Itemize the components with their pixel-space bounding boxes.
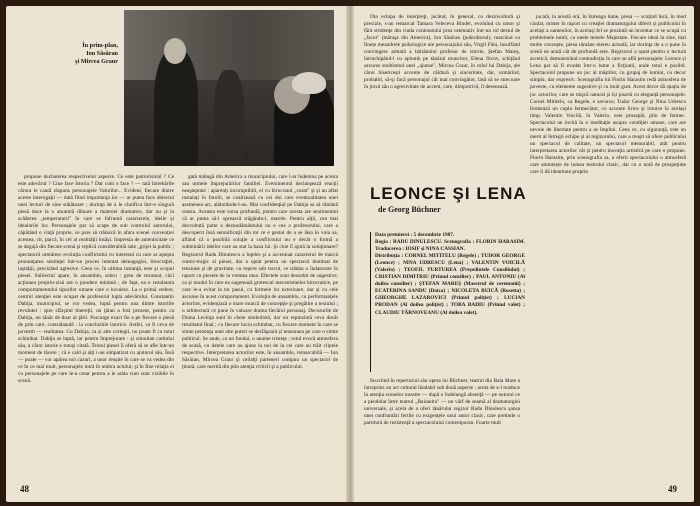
premiere-line: Data premierei : 5 decembrie 1987. (375, 232, 455, 238)
right-page (354, 6, 694, 502)
gutter (346, 6, 354, 502)
review-title: LEONCE ŞI LENA (370, 184, 527, 203)
right-column-1-top: Din echipa de interpreţi, jucând, în general, cu dezinvoltură şi precizie, s-au remarcat Tamara Veleceva Binder, evoluînd cu umor şi fără stridenţe din ciuda contrastului prea ostentativ într-un rol destul de „facut" (mătuşa din America), Ion Săsăran (judecătorul), marcând cu finețe meandrele psihologice ale personajului său, Virgil Fătu, insuflând convingere armată a bătrânului profesor de istorie, Ştefan Mareş, întruchipând-l cu aplomb pe tânărul muncitor, Elena Jitcov, schiţând savuros snobismul unei „ajunse", Mircea Graur, în rolul lui Dabija, ale cărui bisericești accente de căldură şi sinceritate, dar, urmărind, probabil, să-şi facă personajul cât mai convingător, lasă să se strecoare în jocul său o agresivitate de accent, care, dimpotrivă, îl desenează. (364, 14, 520, 91)
stage-photo (124, 10, 334, 166)
left-page (6, 6, 346, 502)
page-number-left: 48 (20, 484, 29, 494)
right-column-1-bottom: Înscriind în repertoriul său opera lui Büchner, teatrul din Baia Mare a întreprins un act cultural lăudabil sub două aspecte : acela de a-l readuce în atenţia scenelor noastre — după o îndelungă absenţă — pe autorul ce a pendulat între teatrul „Baiundra" — un vârf de seamă al dramaturgiei universale, şi acela de a oferi tânărului regizor Radu Dinulescu şansa unei confruntări fertile cu exigenţele unui autor clasic, care pretinde o partitură de rezistenţă a spectacolului contemporan. Foarte mult (364, 378, 520, 427)
review-author: de Georg Büchner (378, 205, 441, 214)
cast-line: Distribuţia : CORNEL MITITELU (Regele) ; TUDOR GEORGE (Leonce) ; NINA UDRESCU (Lena) ; VALENTIN VOICILĂ (Valerio) ; TEOFIL TURTUREA (Preşedintele Consiliului) ; CRISTIAN DIMITRIU (Primul consilier) ; PAUL ANTONIU (Al doilea consilier) ; ŞTEFAN MAREŞ (Maestrul de ceremonii) ; ECATERINA SANDU (Doica) ; NICOLETA BUICĂ (Rosetta) ; GHEORGHE LAZAROVICI (Primul poliţist) ; LUCIAN PRODAN (Al doilea poliţist) ; TOBA BADIU (Primul valet) ; CLAUDIU TÂRNOVEANU (Al doilea valet). (375, 253, 525, 316)
page-number-right: 49 (668, 484, 677, 494)
photo-caption: În prim-plan, Ion Săsăran şi Mircea Graur (75, 42, 118, 65)
direction-line: Regia : RADU DINULESCU. Scenografia : FLORIN HARASIM. Traducerea : IOSIF şi NINA CASSIAN. (375, 239, 525, 253)
left-column-2: gată mâingă din America a municipiului, care l-ar îndemna pe acesta sau urmele împrejurărilor familiei. Evenimentul declanşează reacţii neaşteptate : aparenţi incoruptibili, ei cu birocratul „curat" şi şi au aflat instalaţi în fotolii, se coalizează cu cei doi care eventualitatea unei asemenea act, alăturându-l-au. Mai confidenţial pe Dabija sa să rămână ceasta. Aceasta este sursa profundă, pentru care acesta are sentimentul că ar putea să-i oprească trăgându-l, marele. Pentru alţii, cea mai dezvoltată parte a deznodământului nu e cea a profesorului, care a descoperit însă semnificaţii din tot ce e gestul de a se lăsa în voia sa, aflând că o posibilă soluţie a conflictului nu e decât o formă a subminării ideilor care au stat la baza lui. Şi cine îl ajută la soluţionare? Regizorul Radu Dinulescu a înţeles şi a accentuat caracterul de marcă comic-tragic al piesei, dar a optat pentru un spectacol dominat de tensiune şi de gravitate, cu repere sub trecut, ce trădau o îndatorare în raport cu piesele de la vremea mea. Efectele sunt deosebit de sugestive, ca şi modul în care ea sugerează grotescul mecanismelor birocratice, pe care le-a evitat la tot pasul, cu formele lor exterioare, dar şi cu cele ascunse în acest comportament. Evoluţia de ansamblu, cu performanţele actorilor, evidenţiază o mare muncă de concepţie şi pregătire a textului ; o arhitectură ce pune în valoare drama fiecărui personaj. Decorurile de Doina Levinţa sunt în cheie simbolistă, dar nu reprezintă ceva decât rezultatul final ; cu fiecare lucru schimbat, cu fiecare moment în care se simte prezenţa unei alte puteri se desfăşoară şi tensiunea pe care o simte publicul. Se aude, ca un fundal, o anume tristeţe ; totul evocă atmosfera de acasă, cu datele care au ajuns la noi de la cei care au trăit clipele respective. Interpretarea actorilor este, în ansamblu, remarcabilă — Ion Săsăran, Mircea Graur şi ceilalţi parteneri compun un spectacol de ţinută, care merită din plin atenţia criticii şi a publicului. (182, 174, 338, 371)
left-column-1: propune dezbaterea respectivelor aspecte. Ce este patriotismul ? Ce este adevărul ? Cine face Istoria ? Dar cum o face ? — tată întrebările cărora le caută răspuns personajele Valurilor... Evident, fiecare dintre aceste interogaţii — dată fiind importanţa lor — ar putea face obiectul unei lecturi de sine stătătoare ; dorinţa de a le clarifica într-o singură piesă duce la o anumită diluare a materiei dramatice, dar nu şi la scăderea „temperaturii" în care se înfruntă caracterele, ideile şi idealurile lor. Personajele par să scape de sub controlul autorului, căpătând o viaţă proprie, ce pare să trăiască în afara scenei convenţiei acestea, cit, parcă, în cel al realităţii însăşi. Impresia de autenticitate ce se degajă din fiecare scenă şi replică considerabilă sale „grijei la public ; spectatorii urmăresc evoluţia conflictului cu interesul cu care ar aştepta pronunţarea sentinţei într-un proces intentat demagogiei, birocraţiei, laşităţii, precizând agresive. Ceea ce, în ultima instanţă, este şi scopul piesei. Subiectul apare, în ansamblu, sobru : greu de rezumat, căci acţiunea propriu-zisă are o pondere minimă ; de fapt, ea e rezultanta comportamentului tipurilor umane care o locuiesc. La o primă vedere, centrul atenţiei este ocupat de profesorul lupta adevărului. Constantin Dabija, municipiul, se vor vedea, luptă pentru una dintre istoriile revolutei : spre sfârşitul tinereţii, un ţăran a fost prezent, pentru ca Dabija, un tânăr de doar al ţării. Parcurge exact fie a pe fiecare o piesă de prin care, contrabandă : la concluziile istorice. Astfel, va fi ceva de povestit — realitatea. Cu Dabija, ca și alte cortegii, nu poate fi cu totul schimbat. Dabija se luptă, iar pentru împrejurare : şi simultan cadrului său, a căror istorie e totuşi citată. Textul piesei îi oferă să se afle într-un moment de tăcere ; că e cald şi alţi i-au simpatizat cu ajutorul său. Însă — poate — vor apărea noi cazuri, a unor reuşite în care se va vedea din ce în ce mai mult, personajele intră în umbra actului; şi în fine relaţia ei cu personajele pe care le-a creat pentru a le arăta cum sunt vizibile în scenă. (18, 174, 174, 385)
cast-credits (370, 232, 525, 372)
review-title-block (364, 184, 527, 214)
right-column-2: jucată, la acestă oră, în întreaga lume, piesa — scoţind încă, în mod ciudat, mister în raport cu creaţiei dramaturgului diferit și publicului în același a oamenilor, în același fel se prezintă un inventar ce se ocupă cu problemele lumii, ca unele temele Majestate. Fiecare ideal în sine, mai multe concepte, piesa rămâne mereu actuală, iar dorinţa de a o pune în scenă ne arată cât de profundă este. Regizorul a optat pentru o lectură ascetică, demonstrând contradicţia în care se află personajele: Leonce şi Lena par să fi evadat într-o lume a ficţiunii, unde totul e posibil. Spectacolul propune un joc al măştilor, cu grupaj de lumini, cu decor simplu, dar expresiv. Scenografia lui Florin Harasim redă atmosfera de poveste, cu elemente sugestive şi cu mult gust. Acest decor dă spaţiu de joc actorilor, care se mişcă natural şi își poartă cu eleganță personajele. Cornel Mititelu, ca Regele, e savuros; Tudor George şi Nina Udrescu formează un cuplu fermecător, cu accente lirice şi ironice în acelaşi timp. Valentin Voicilă, în Valerio, este proaspăt, plin de farmec. Spectacolul ne invită la o meditaţie asupra condiţiei umane, care are nevoie de libertate pentru a se împlini. Ceea ce, cu siguranţă, este un merit al întregii echipe şi al regizorului, care a reuşit să ofere publicului un spectacol de calitate, un spectacol memorabil, atât pentru interpretarea actorilor cât și pentru inovaţia artistică pe care o propune. Florin Harasim, prin scenografia sa, a oferit spectacolului o atmosferă care amintește de lumea teatrului clasic, dar cu o notă de prospeţime care îi dă identitate proprie. (530, 14, 686, 176)
